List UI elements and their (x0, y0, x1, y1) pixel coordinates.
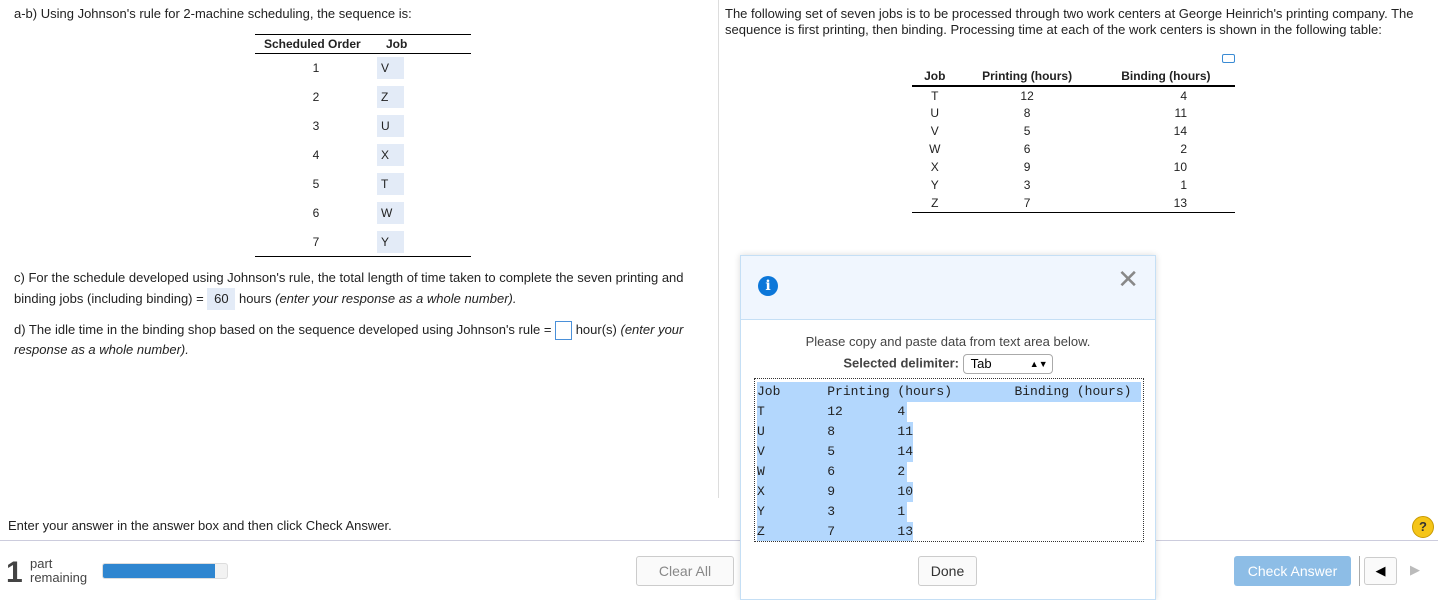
job-cell: V (930, 124, 939, 138)
close-icon[interactable]: ✕ (1117, 264, 1139, 294)
footer-divider (0, 540, 1438, 541)
order-cell: 5 (312, 177, 320, 191)
unit: hours (238, 291, 272, 306)
job-answer-field[interactable]: X (377, 144, 404, 166)
printing-cell: 3 (1023, 178, 1031, 192)
problem-intro: The following set of seven jobs is to be processed through two work centers at George Heinrich's printing company. The sequence is first printing, then binding. Processing time at each of the work centers is shown in the following table: (725, 6, 1414, 37)
parts-label-2: remaining (30, 570, 88, 585)
col-printing: Printing (hours) (958, 66, 1097, 86)
order-cell: 1 (312, 61, 320, 76)
copy-data-dialog (740, 255, 1156, 600)
copy-data-icon[interactable] (1222, 54, 1235, 63)
delimiter-value: Tab (970, 356, 992, 371)
order-cell: 4 (312, 148, 320, 162)
job-row (912, 194, 1235, 212)
question-d-text: d) The idle time in the binding shop based on the sequence developed using Johnson's rule = (14, 322, 552, 337)
textarea-row: Z 7 13 (757, 522, 913, 542)
question-c-text: c) For the schedule developed using Johnson's rule, the total length of time taken to complete the seven printing and (14, 270, 684, 285)
binding-cell: 13 (1097, 194, 1235, 212)
delimiter-select[interactable] (963, 354, 1053, 374)
order-cell: 2 (312, 90, 320, 104)
job-answer-field[interactable]: U (377, 115, 404, 137)
job-cell (377, 199, 471, 228)
binding-cell: 4 (1180, 88, 1187, 103)
binding-cell: 11 (1174, 106, 1187, 120)
textarea-row: T 12 4 (757, 402, 907, 422)
printing-cell: 9 (1023, 160, 1031, 174)
schedule-row (255, 141, 471, 170)
column-divider (718, 0, 719, 498)
answer-c-field[interactable]: 60 (207, 288, 235, 310)
col-scheduled-order: Scheduled Order (255, 35, 377, 54)
next-button[interactable]: ▶ (1410, 562, 1420, 577)
schedule-row (255, 83, 471, 112)
info-icon: i (758, 276, 778, 296)
binding-cell: 10 (1173, 160, 1187, 174)
question-c (14, 268, 704, 310)
question-c-text: binding jobs (including binding) = (14, 291, 204, 306)
job-row (912, 86, 1235, 104)
schedule-table (255, 34, 471, 257)
job-answer-field[interactable]: Z (377, 86, 404, 108)
job-cell (377, 141, 471, 170)
printing-cell: 6 (1023, 142, 1031, 156)
order-cell: 7 (255, 228, 377, 257)
job-cell (377, 228, 471, 257)
help-icon[interactable]: ? (1412, 516, 1434, 538)
hint: (enter your response as a whole number). (275, 291, 517, 306)
col-job: Job (912, 66, 958, 86)
job-row (912, 158, 1235, 176)
order-cell: 6 (312, 206, 320, 220)
clear-all-button[interactable]: Clear All (636, 556, 734, 586)
job-row (912, 122, 1235, 140)
parts-label-1: part (30, 556, 53, 571)
job-cell: T (931, 88, 939, 103)
hint: (enter your (620, 322, 684, 337)
job-answer-field[interactable]: V (377, 57, 404, 79)
question-ab-text: a-b) Using Johnson's rule for 2-machine scheduling, the sequence is: (14, 6, 412, 21)
hint: response as a whole number). (14, 342, 189, 358)
binding-cell: 1 (1180, 178, 1187, 192)
parts-count: 1 (6, 556, 23, 589)
binding-cell: 2 (1180, 142, 1187, 156)
job-answer-field[interactable]: Y (377, 231, 404, 253)
done-button[interactable]: Done (918, 556, 977, 586)
nav-divider (1359, 556, 1360, 586)
job-cell: W (929, 142, 941, 156)
textarea-row: X 9 10 (757, 482, 913, 502)
question-d (14, 320, 714, 360)
job-row (912, 104, 1235, 122)
instruction-text: Enter your answer in the answer box and then click Check Answer. (8, 518, 392, 533)
col-binding: Binding (hours) (1097, 66, 1235, 86)
printing-cell: 5 (1023, 124, 1031, 138)
job-cell (377, 170, 471, 199)
printing-cell: 8 (1023, 106, 1031, 120)
textarea-row: U 8 11 (757, 422, 913, 442)
printing-cell: 12 (1020, 88, 1034, 103)
select-arrows-icon: ▲▼ (1029, 359, 1048, 369)
job-row (912, 176, 1235, 194)
textarea-row: W 6 2 (757, 462, 907, 482)
job-row (912, 140, 1235, 158)
textarea-header: Job Printing (hours) Binding (hours) (757, 382, 1141, 402)
schedule-row (255, 170, 471, 199)
answer-d-input[interactable] (555, 321, 572, 340)
textarea-row: Y 3 1 (757, 502, 907, 522)
jobs-table (912, 66, 1235, 213)
order-cell: 3 (312, 119, 320, 133)
progress-bar (102, 563, 228, 579)
job-answer-field[interactable]: T (377, 173, 404, 195)
schedule-row (255, 54, 471, 83)
check-answer-button[interactable]: Check Answer (1234, 556, 1351, 586)
dialog-message: Please copy and paste data from text area below. (805, 334, 1091, 349)
job-cell: X (930, 160, 939, 174)
textarea-row: V 5 14 (757, 442, 913, 462)
schedule-row (255, 112, 471, 141)
unit: hour(s) (575, 322, 617, 337)
delimiter-label: Selected delimiter: (843, 355, 959, 371)
job-cell (377, 112, 471, 141)
progress-fill (103, 564, 215, 578)
job-cell: U (930, 106, 940, 120)
schedule-row (255, 228, 471, 257)
job-cell (377, 54, 471, 83)
schedule-row (255, 199, 471, 228)
printing-cell: 7 (958, 194, 1097, 212)
col-job: Job (377, 35, 471, 54)
job-cell: Z (912, 194, 958, 212)
binding-cell: 14 (1173, 124, 1187, 138)
data-textarea[interactable] (754, 378, 1144, 542)
job-answer-field[interactable]: W (377, 202, 404, 224)
job-cell: Y (930, 178, 939, 192)
dialog-header (741, 256, 1155, 320)
parts-label (30, 557, 87, 585)
previous-button[interactable]: ◀ (1364, 557, 1397, 585)
job-cell (377, 83, 471, 112)
